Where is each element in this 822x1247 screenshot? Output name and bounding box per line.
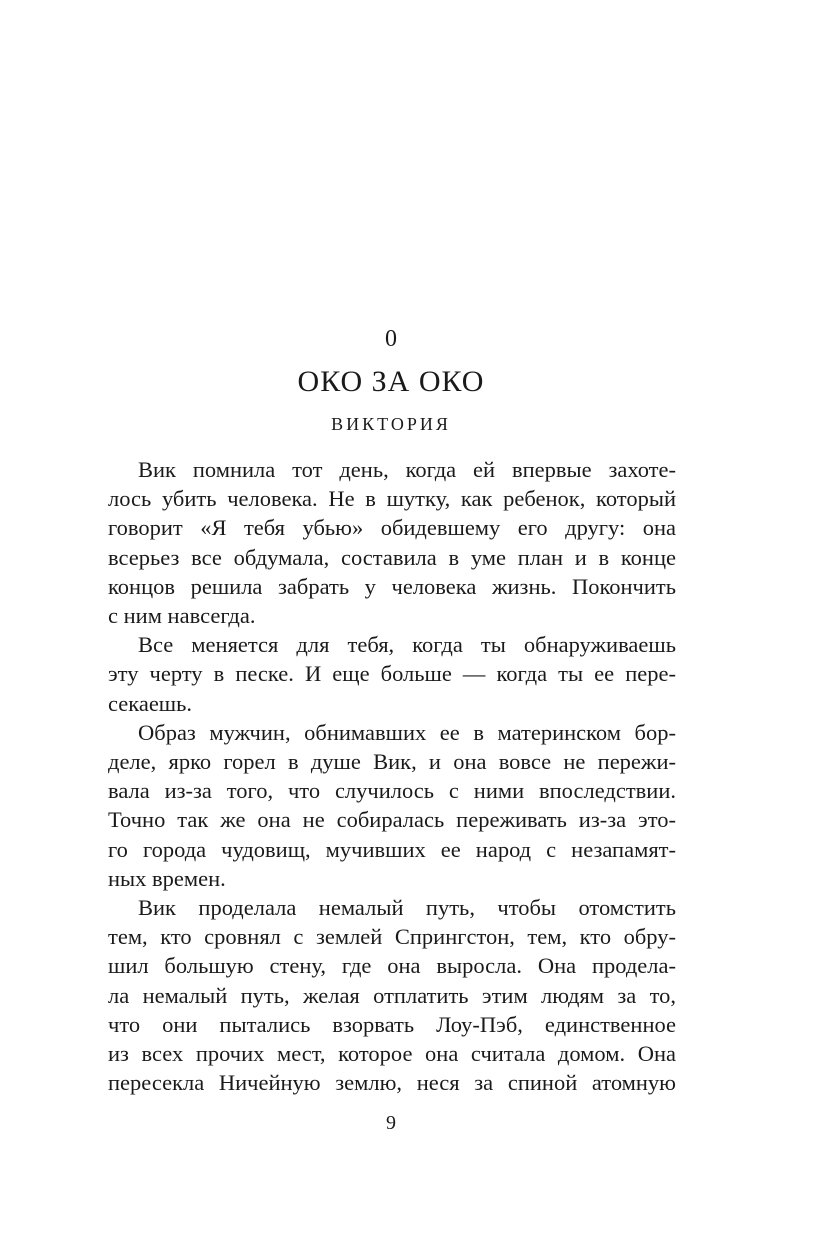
text-line: Точно так же она не собиралась переживать из-за это- <box>108 807 676 833</box>
text-line: пересекла Ничейную землю, неся за спиной атомную <box>108 1070 676 1096</box>
paragraph-4 <box>108 893 676 1097</box>
chapter-body-text <box>108 455 676 1097</box>
chapter-title: ОКО ЗА ОКО <box>297 365 485 398</box>
text-line: лось убить человека. Не в шутку, как ребенок, который <box>108 486 676 512</box>
text-line: Все меняется для тебя, когда ты обнаруживаешь <box>138 632 676 658</box>
text-line: с ним навсегда. <box>108 603 256 629</box>
text-line: ла немалый путь, желая отплатить этим людям за то, <box>108 982 676 1008</box>
text-line: Образ мужчин, обнимавших ее в материнском бор- <box>138 719 676 745</box>
paragraph-3 <box>108 718 676 893</box>
page-number: 9 <box>386 1112 396 1134</box>
text-line: го города чудовищ, мучивших ее народ с незапамят- <box>108 836 676 862</box>
paragraph-1 <box>108 455 676 630</box>
text-line: говорит «Я тебя убью» обидевшему его другу: она <box>108 515 676 541</box>
text-line: всерьез все обдумала, составила в уме план и в конце <box>108 544 676 570</box>
text-line: эту черту в песке. И еще больше — когда ты ее пере- <box>108 661 676 687</box>
text-line: Вик проделала немалый путь, чтобы отомстить <box>138 895 676 921</box>
text-line: шил большую стену, где она выросла. Она проделa- <box>108 953 676 979</box>
text-line: из всех прочих мест, которое она считала домом. Она <box>108 1041 676 1067</box>
chapter-number: 0 <box>385 326 397 352</box>
text-line: деле, ярко горел в душе Вик, и она вовсе не пережи- <box>108 749 676 775</box>
text-line: Вик помнила тот день, когда ей впервые захоте- <box>138 457 676 482</box>
text-line: ных времен. <box>108 865 226 891</box>
text-line: концов решила забрать у человека жизнь. Покончить <box>108 573 676 599</box>
text-line: что они пытались взорвать Лоу-Пэб, единственное <box>108 1011 676 1037</box>
text-line: секаешь. <box>108 690 193 716</box>
chapter-pov-name: ВИКТОРИЯ <box>331 414 451 434</box>
text-line: вала из-за того, что случилось с ними впоследствии. <box>108 778 676 804</box>
paragraph-2 <box>108 630 676 718</box>
text-line: тем, кто сровнял с землей Спрингстон, тем, кто обру- <box>108 924 676 950</box>
